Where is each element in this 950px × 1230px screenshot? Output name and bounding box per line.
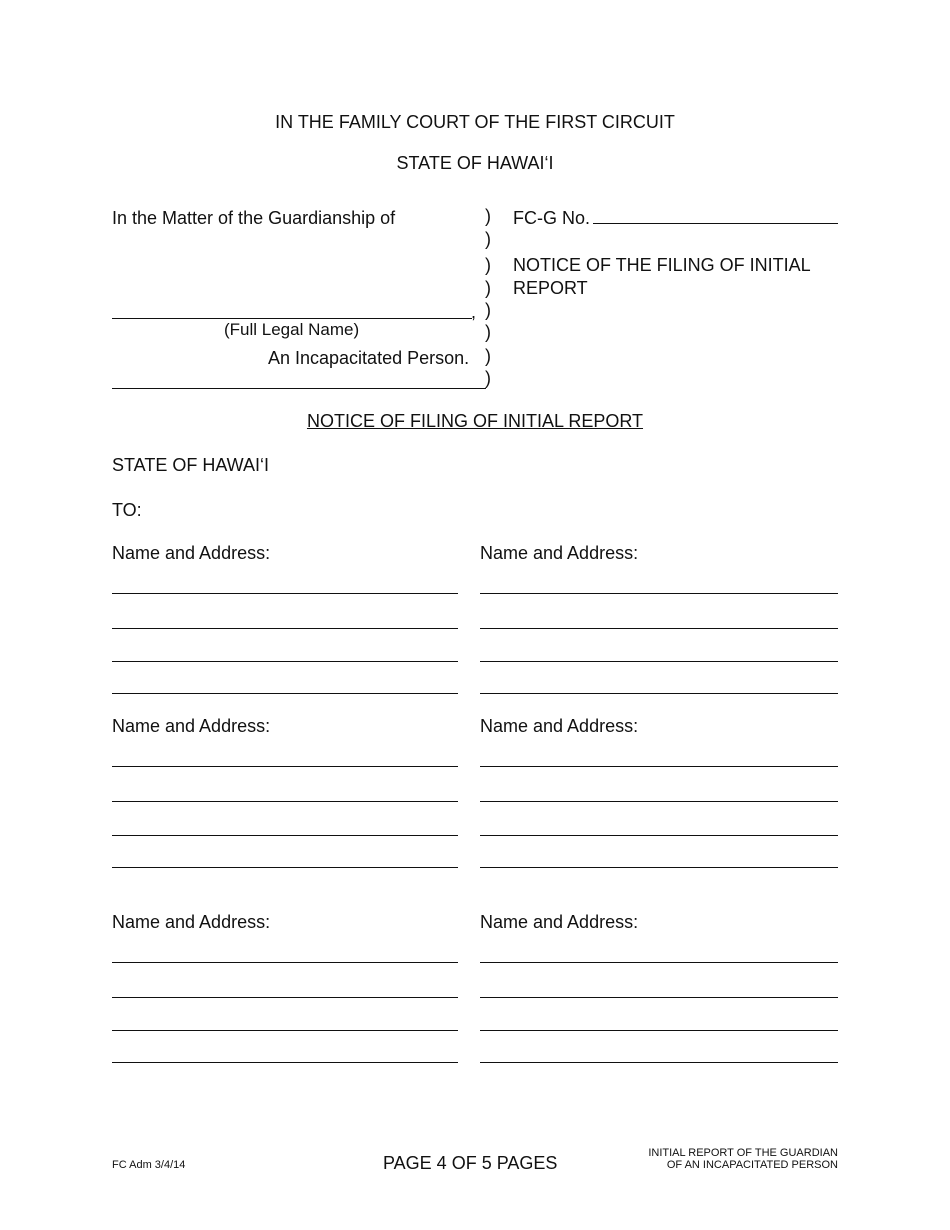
address-line[interactable] bbox=[480, 628, 838, 629]
address-line[interactable] bbox=[112, 766, 458, 767]
address-label: Name and Address: bbox=[112, 543, 271, 563]
caption-paren: ) bbox=[485, 278, 491, 298]
caption-paren: ) bbox=[485, 206, 491, 226]
address-line[interactable] bbox=[112, 1062, 458, 1063]
comma: , bbox=[471, 302, 477, 322]
form-id: FC Adm 3/4/14 bbox=[112, 1159, 186, 1171]
caption-paren: ) bbox=[485, 346, 491, 366]
address-line[interactable] bbox=[112, 835, 458, 836]
address-line[interactable] bbox=[480, 867, 838, 868]
address-label: Name and Address: bbox=[480, 912, 639, 932]
address-label: Name and Address: bbox=[112, 716, 271, 736]
name-line[interactable] bbox=[112, 318, 472, 319]
address-line[interactable] bbox=[480, 835, 838, 836]
caption-paren: ) bbox=[485, 368, 491, 388]
caption-paren: ) bbox=[485, 255, 491, 275]
address-label: Name and Address: bbox=[112, 912, 271, 932]
caption-paren: ) bbox=[485, 300, 491, 320]
address-line[interactable] bbox=[112, 997, 458, 998]
state-label: STATE OF HAWAI‘I bbox=[112, 455, 269, 475]
caption-paren: ) bbox=[485, 229, 491, 249]
to-label: TO: bbox=[112, 500, 142, 520]
address-line[interactable] bbox=[480, 1062, 838, 1063]
footer-doc-line1: INITIAL REPORT OF THE GUARDIAN bbox=[648, 1147, 838, 1159]
court-heading: IN THE FAMILY COURT OF THE FIRST CIRCUIT bbox=[275, 112, 675, 132]
address-line[interactable] bbox=[112, 962, 458, 963]
address-line[interactable] bbox=[112, 1030, 458, 1031]
address-line[interactable] bbox=[112, 661, 458, 662]
address-line[interactable] bbox=[480, 661, 838, 662]
doc-title-line1: NOTICE OF THE FILING OF INITIAL bbox=[513, 255, 811, 275]
caption-bottom-line bbox=[112, 388, 486, 389]
address-line[interactable] bbox=[480, 1030, 838, 1031]
full-legal-name-label: (Full Legal Name) bbox=[224, 320, 360, 339]
caption-matter: In the Matter of the Guardianship of bbox=[112, 208, 396, 228]
notice-title: NOTICE OF FILING OF INITIAL REPORT bbox=[306, 411, 644, 431]
address-line[interactable] bbox=[480, 593, 838, 594]
incapacitated-label: An Incapacitated Person. bbox=[268, 348, 470, 368]
case-number-label: FC-G No. bbox=[513, 208, 591, 228]
page-number: PAGE 4 OF 5 PAGES bbox=[383, 1153, 558, 1173]
address-line[interactable] bbox=[112, 801, 458, 802]
address-label: Name and Address: bbox=[480, 543, 639, 563]
address-line[interactable] bbox=[480, 962, 838, 963]
address-line[interactable] bbox=[112, 593, 458, 594]
footer-doc-line2: OF AN INCAPACITATED PERSON bbox=[666, 1159, 838, 1171]
address-line[interactable] bbox=[480, 801, 838, 802]
case-number-field[interactable] bbox=[593, 223, 838, 224]
address-line[interactable] bbox=[480, 766, 838, 767]
address-line[interactable] bbox=[112, 628, 458, 629]
state-heading: STATE OF HAWAI‘I bbox=[396, 153, 554, 173]
address-line[interactable] bbox=[112, 693, 458, 694]
doc-title-line2: REPORT bbox=[513, 278, 588, 298]
caption-paren: ) bbox=[485, 322, 491, 342]
address-line[interactable] bbox=[112, 867, 458, 868]
address-line[interactable] bbox=[480, 997, 838, 998]
address-line[interactable] bbox=[480, 693, 838, 694]
address-label: Name and Address: bbox=[480, 716, 639, 736]
